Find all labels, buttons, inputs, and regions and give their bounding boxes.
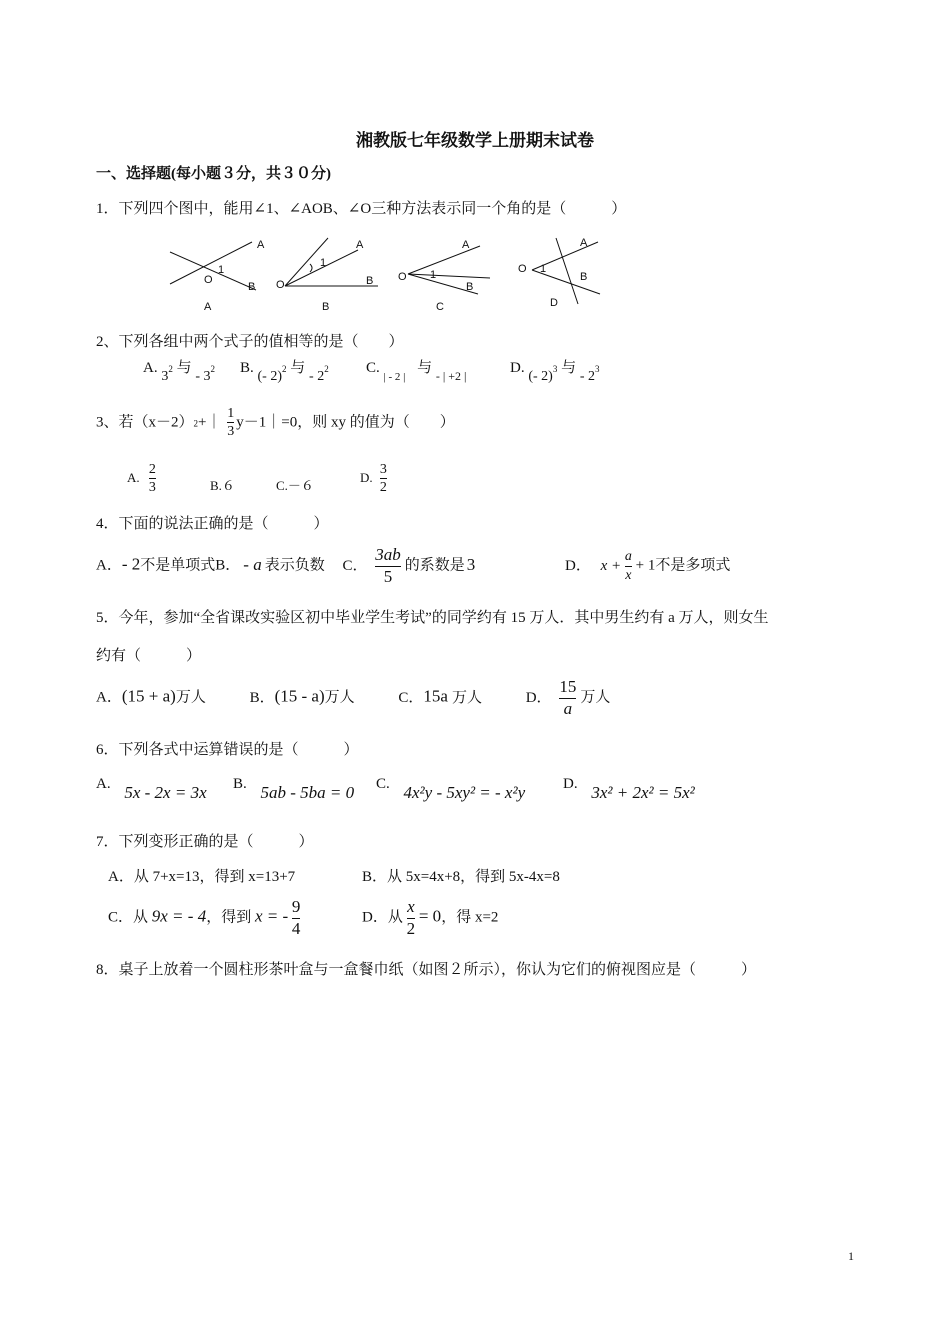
question-8: 8．桌子上放着一个圆柱形茶叶盒与一盒餐巾纸（如图２所示），你认为它们的俯视图应是（ ） — [96, 962, 757, 978]
figure-c-o: O — [398, 271, 407, 283]
q2-option-d: D. (- 2)$^3$ 与 - $2^3$ — [510, 360, 600, 384]
question-3: 3、若（x－2）2+｜ $\frac{1}{3}$ y－1｜=0，则 xy 的值为（ ） — [96, 406, 455, 440]
figure-d-o: O — [518, 263, 527, 275]
figure-a — [170, 239, 265, 313]
figure-c-caption: C — [436, 301, 444, 313]
q7-option-d: D．从 $\frac{x}{2}$ = 0，得 x=2 — [362, 897, 499, 938]
question-4: 4．下面的说法正确的是（ ） — [96, 516, 329, 532]
q5-options: A．(15 + a)万人 B．(15 - a)万人 C．15a 万人 D． $\frac{15}{a}$ 万人 — [96, 677, 611, 718]
question-6: 6．下列各式中运算错误的是（ ） — [96, 742, 359, 758]
figure-d-a: A — [580, 237, 588, 249]
page-title: 湘教版七年级数学上册期末试卷 — [356, 131, 594, 150]
q2-option-b: B. (- 2)$^2$ 与 - $2^2$ — [240, 360, 329, 384]
question-5-line-2: 约有（ ） — [96, 648, 202, 664]
page-number: 1 — [848, 1249, 854, 1263]
figure-b-o: O — [276, 279, 285, 291]
q6-option-b: B. 5ab - 5ba = 0 — [233, 776, 355, 802]
figure-a-caption: A — [204, 301, 212, 313]
q2-option-c: C. $_{| - 2 |}$ 与 $_{- | +2 |}$ — [366, 360, 467, 383]
q2-option-a: A. $3^2$ 与 - $3^2$ — [143, 360, 216, 384]
question-2: 2、下列各组中两个式子的值相等的是（ ） — [96, 334, 404, 350]
q7-option-c: C．从 9x = - 4，得到 x = - $\frac{9}{4}$ — [108, 897, 301, 938]
question-5-line-1: 5．今年，参加“全省课改实验区初中毕业学生考试”的同学约有 15 万人．其中男生约有 a 万人，则女生 — [96, 610, 769, 626]
figure-a-1: 1 — [218, 264, 225, 276]
question-1: 1．下列四个图中，能用∠1、∠AOB、∠O三种方法表示同一个角的是（ ） — [96, 201, 627, 217]
q6-option-d: D. 3x² + 2x² = 5x² — [563, 776, 695, 802]
q7-option-b: B．从 5x=4x+8，得到 5x-4x=8 — [362, 869, 560, 885]
q3-option-d: D. $\frac{3}{2}$ — [360, 462, 387, 496]
q3-option-a: A. $\frac{2}{3}$ — [127, 462, 156, 496]
figure-c — [398, 239, 490, 313]
figure-a-o: O — [204, 274, 213, 286]
q3-option-b: B.６ — [210, 478, 235, 493]
figure-b-caption: B — [322, 301, 330, 313]
figure-a-b: B — [248, 281, 256, 293]
figure-b-b: B — [366, 275, 374, 287]
figure-c-b: B — [466, 281, 474, 293]
section-heading: 一、选择题(每小题３分，共３０分) — [96, 166, 331, 182]
figure-b — [276, 238, 378, 313]
q1-figures — [160, 228, 680, 318]
q3-option-c: C.－６ — [276, 478, 314, 493]
question-7: 7．下列变形正确的是（ ） — [96, 834, 314, 850]
figure-b-1: 1 — [320, 257, 327, 269]
figure-d-caption: D — [550, 297, 558, 309]
figure-c-1: 1 — [430, 269, 437, 281]
figure-d-b: B — [580, 271, 588, 283]
figure-a-a: A — [257, 239, 265, 251]
q4-options: A．- 2不是单项式B． - a 表示负数 C． $\frac{3ab}{5}$ 的系数是 3 D． x + $\frac{a}{x}$ + 1不是多项式 — [96, 545, 731, 586]
q6-option-c: C. 4x²y - 5xy² = - x²y — [376, 776, 526, 802]
figure-d-1: 1 — [540, 263, 547, 275]
figure-b-a: A — [356, 239, 364, 251]
figure-d — [518, 237, 600, 309]
q7-option-a: A．从 7+x=13，得到 x=13+7 — [108, 869, 296, 885]
q6-option-a: A. 5x - 2x = 3x — [96, 776, 207, 802]
figure-c-a: A — [462, 239, 470, 251]
